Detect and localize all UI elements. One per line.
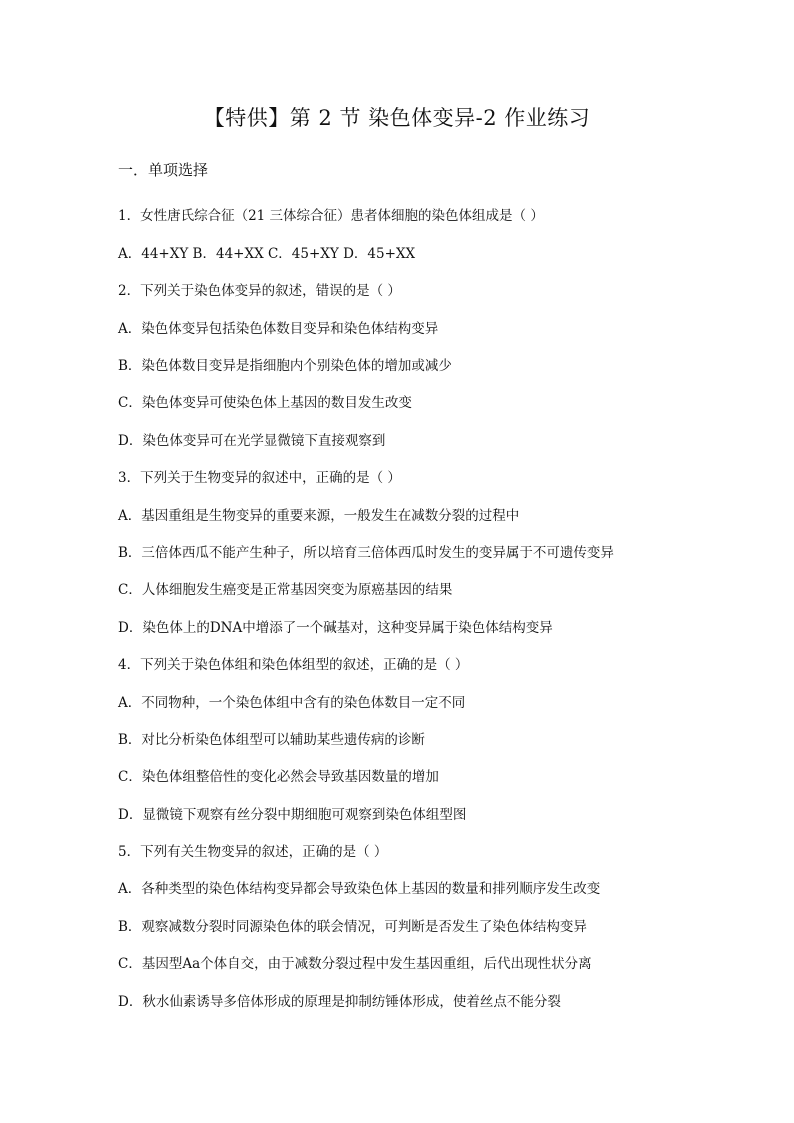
question-4-stem: 4．下列关于染色体组和染色体组型的叙述，正确的是（ ） [118,657,469,673]
question-3-option-a: A．基因重组是生物变异的重要来源，一般发生在减数分裂的过程中 [118,508,520,524]
question-4-option-c: C．染色体组整倍性的变化必然会导致基因数量的增加 [118,769,439,785]
question-4-option-d: D．显微镜下观察有丝分裂中期细胞可观察到染色体组型图 [118,807,467,823]
question-4-option-b: B．对比分析染色体组型可以辅助某些遗传病的诊断 [118,732,425,748]
question-3-option-b: B．三倍体西瓜不能产生种子，所以培育三倍体西瓜时发生的变异属于不可遗传变异 [118,545,614,561]
question-1-options: A．44+XY B．44+XX C．45+XY D．45+XX [118,246,416,262]
document-title: 【特供】第 2 节 染色体变异-2 作业练习 [203,106,591,130]
question-5-option-c: C．基因型Aa个体自交，由于减数分裂过程中发生基因重组，后代出现性状分离 [118,956,592,972]
section-heading: 一．单项选择 [118,161,209,179]
question-1-stem: 1．女性唐氏综合征（21 三体综合征）患者体细胞的染色体组成是（ ） [118,208,544,224]
question-4-option-a: A．不同物种，一个染色体组中含有的染色体数目一定不同 [118,695,466,711]
question-2-option-c: C．染色体变异可使染色体上基因的数目发生改变 [118,395,412,411]
question-2-option-b: B．染色体数目变异是指细胞内个别染色体的增加或减少 [118,358,452,374]
question-2-option-d: D．染色体变异可在光学显微镜下直接观察到 [118,433,386,449]
question-5-option-d: D．秋水仙素诱导多倍体形成的原理是抑制纺锤体形成，使着丝点不能分裂 [118,994,561,1010]
question-3-stem: 3．下列关于生物变异的叙述中，正确的是（ ） [118,470,401,486]
question-2-stem: 2．下列关于染色体变异的叙述，错误的是（ ） [118,283,401,299]
question-3-option-d: D．染色体上的DNA中增添了一个碱基对，这种变异属于染色体结构变异 [118,620,553,636]
question-2-option-a: A．染色体变异包括染色体数目变异和染色体结构变异 [118,321,439,337]
question-3-option-c: C．人体细胞发生癌变是正常基因突变为原癌基因的结果 [118,582,453,598]
question-5-option-b: B．观察减数分裂时同源染色体的联会情况，可判断是否发生了染色体结构变异 [118,919,587,935]
question-5-option-a: A．各种类型的染色体结构变异都会导致染色体上基因的数量和排列顺序发生改变 [118,881,601,897]
question-5-stem: 5．下列有关生物变异的叙述，正确的是（ ） [118,844,388,860]
